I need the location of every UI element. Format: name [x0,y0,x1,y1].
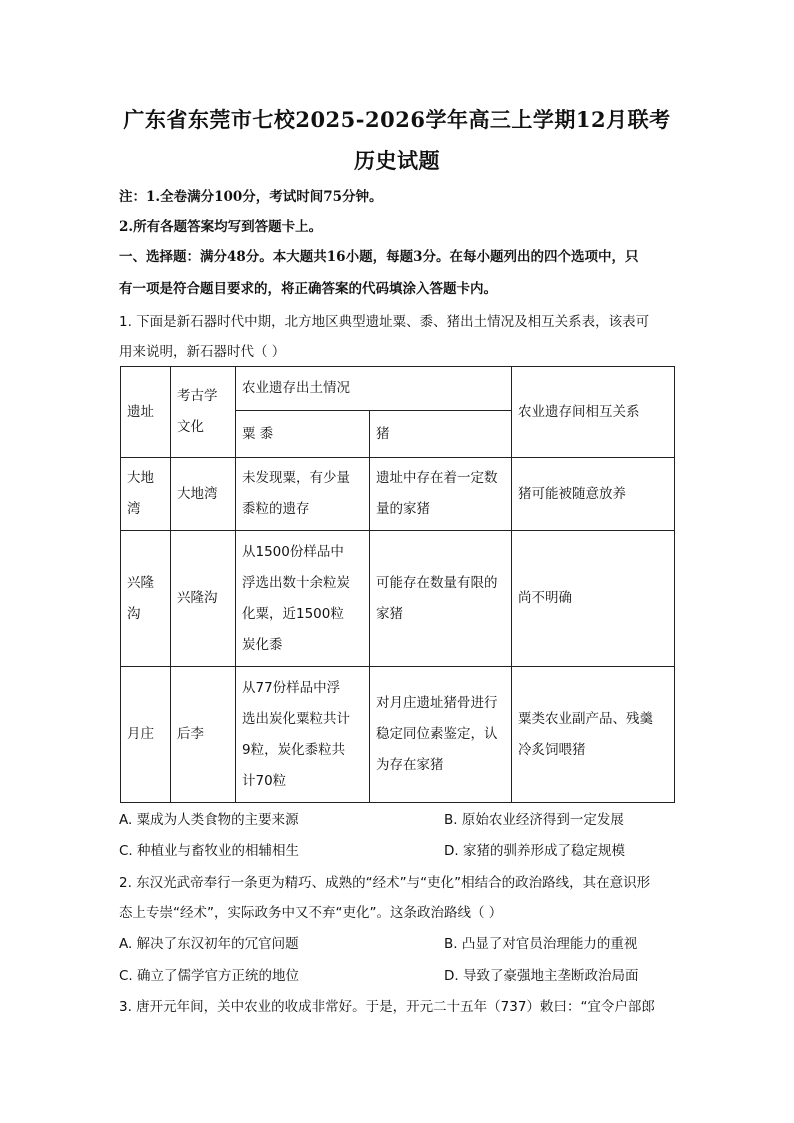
q3-stem-1: 3. 唐开元年间，关中农业的收成非常好。于是，开元二十五年（737）敕曰：“宜令户部郎 [119,999,655,1015]
q2-stem-1: 2. 东汉光武帝奉行一条更为精巧、成熟的“经术”与“吏化”相结合的政治路线，其在意识形 [119,875,651,891]
q2-option-d: D. 导致了豪强地主垄断政治局面 [444,968,639,984]
cell-relation: 尚不明确 [512,531,675,667]
q2-stem-2: 态上专崇“经术”，实际政务中又不弃“吏化”。这条政治路线（ ） [119,905,503,921]
q2-option-a: A. 解决了东汉初年的冗官问题 [119,936,299,952]
q1-table [120,366,675,803]
q1-option-d: D. 家猪的驯养形成了稳定规模 [444,843,625,859]
cell-culture: 兴隆沟 [171,531,236,667]
header-site: 遗址 [121,367,171,458]
table-row [121,531,675,667]
header-culture: 考古学 文化 [171,367,236,458]
q2-option-b: B. 凸显了对官员治理能力的重视 [444,936,638,952]
q1-stem-1: 1. 下面是新石器时代中期，北方地区典型遗址粟、黍、猪出土情况及相互关系表，该表可 [119,314,650,330]
q1-option-c: C. 种植业与畜牧业的相辅相生 [119,843,300,859]
cell-relation: 粟类农业副产品、残羹 冷炙饲喂猪 [512,667,675,803]
table-row [121,667,675,803]
cell-pig: 遗址中存在着一定数 量的家猪 [370,458,512,531]
exam-title: 广东省东莞市七校2025-2026学年高三上学期12月联考 [123,107,671,132]
cell-millet: 从1500份样品中 浮选出数十余粒炭 化粟，近1500粒 炭化黍 [236,531,370,667]
header-remains: 农业遗存出土情况 [236,367,512,411]
cell-culture: 后李 [171,667,236,803]
cell-site: 兴隆 沟 [121,531,171,667]
cell-pig: 对月庄遗址猪骨进行 稳定同位素鉴定，认 为存在家猪 [370,667,512,803]
cell-culture: 大地湾 [171,458,236,531]
q1-option-b: B. 原始农业经济得到一定发展 [444,812,624,828]
q1-stem-2: 用来说明，新石器时代（ ） [119,344,286,360]
table-row [121,458,675,531]
q1-option-a: A. 粟成为人类食物的主要来源 [119,812,299,828]
cell-relation: 猪可能被随意放养 [512,458,675,531]
q2-option-c: C. 确立了儒学官方正统的地位 [119,968,300,984]
header-relation: 农业遗存间相互关系 [512,367,675,458]
header-pig: 猪 [370,411,512,458]
section-instructions-1: 一、选择题：满分48分。本大题共16小题，每题3分。在每小题列出的四个选项中，只 [119,249,639,265]
note-2: 2.所有各题答案均写到答题卡上。 [119,219,323,235]
header-millet: 粟 黍 [236,411,370,458]
cell-millet: 未发现粟，有少量 黍粒的遗存 [236,458,370,531]
note-1: 注：1.全卷满分100分，考试时间75分钟。 [119,189,383,205]
cell-site: 月庄 [121,667,171,803]
cell-millet: 从77份样品中浮 选出炭化粟粒共计 9粒，炭化黍粒共 计70粒 [236,667,370,803]
exam-subject: 历史试题 [354,148,440,173]
section-instructions-2: 有一项是符合题目要求的，将正确答案的代码填涂入答题卡内。 [119,281,497,297]
cell-pig: 可能存在数量有限的 家猪 [370,531,512,667]
cell-site: 大地 湾 [121,458,171,531]
